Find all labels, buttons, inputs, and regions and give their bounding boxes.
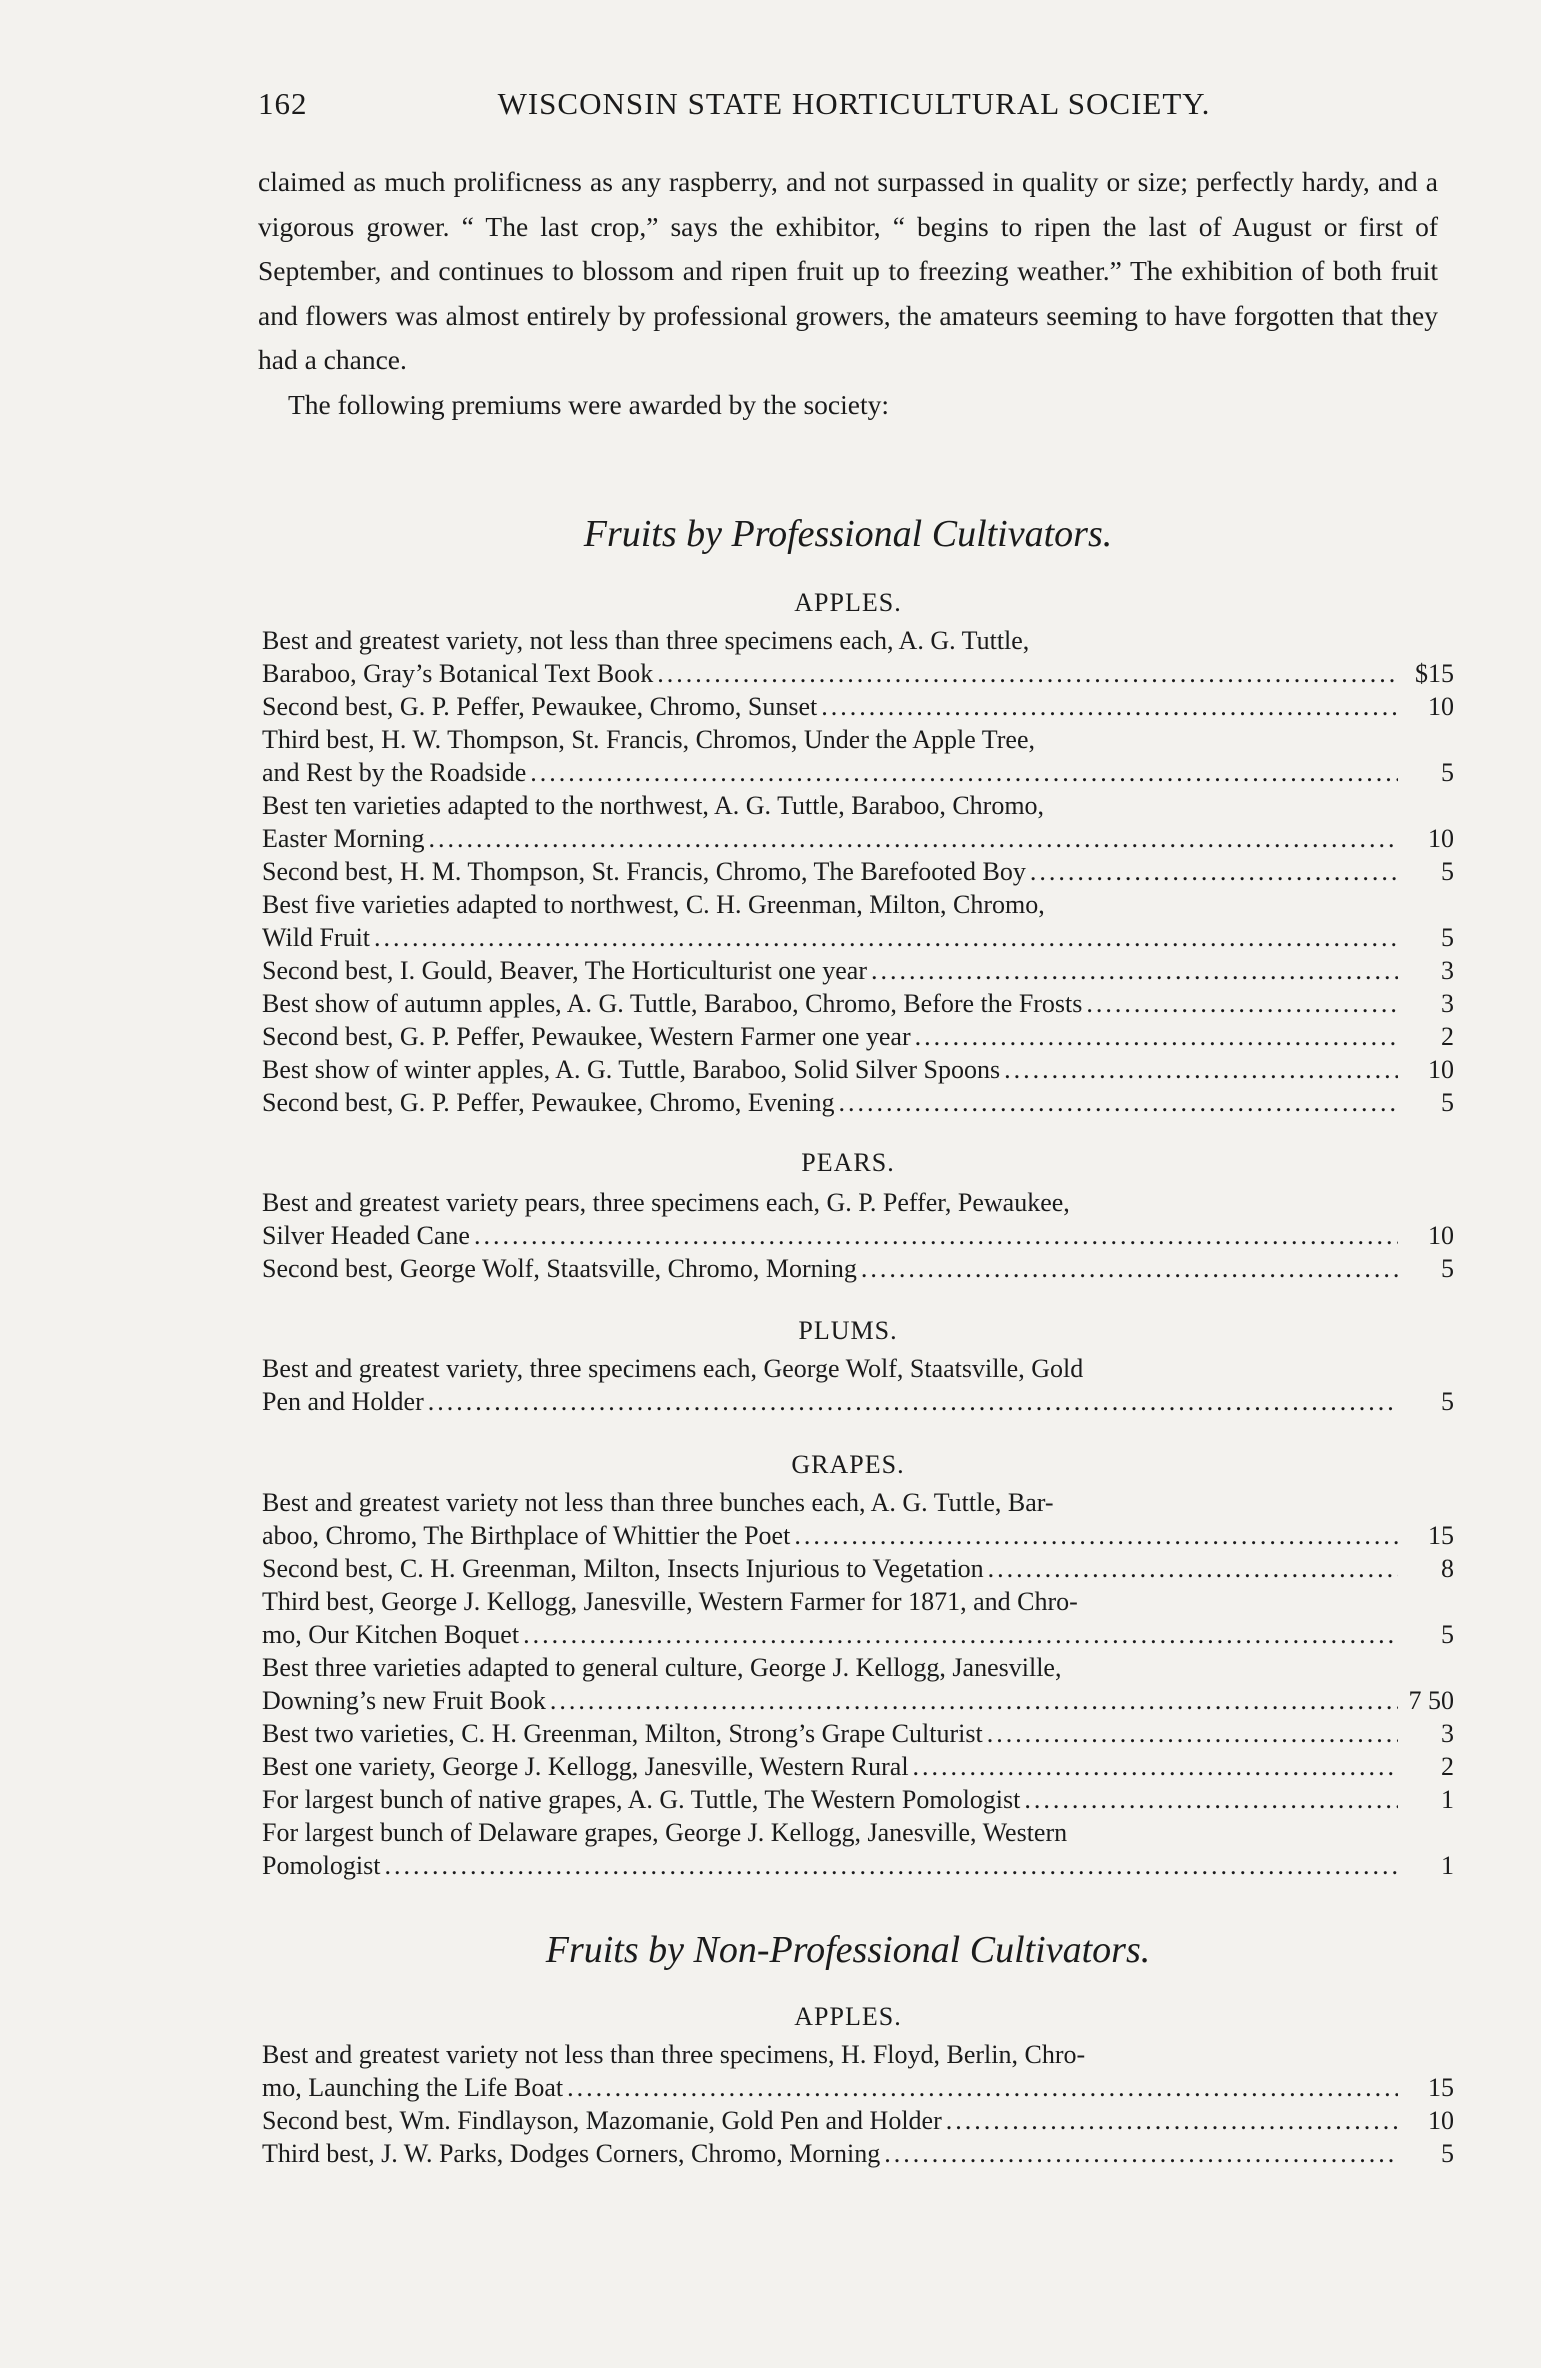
premium-amount: 1 (1441, 1785, 1454, 1814)
premium-entry (262, 1783, 1454, 1816)
premium-entry (262, 1352, 1454, 1418)
premium-amount: 15 (1428, 2073, 1454, 2102)
dot-leader (657, 657, 1398, 690)
page-number: 162 (258, 86, 308, 121)
dot-leader (839, 1086, 1398, 1119)
premium-entry-text: Best one variety, George J. Kellogg, Janesville, Western Rural (262, 1752, 909, 1781)
premium-list-apples (262, 624, 1454, 1119)
premium-entry-text: Pen and Holder (262, 1387, 424, 1416)
premium-amount: 10 (1428, 824, 1454, 853)
category-heading-plums: PLUMS. (798, 1316, 898, 1345)
premium-amount: 10 (1428, 1055, 1454, 1084)
premium-amount: 3 (1441, 1719, 1454, 1748)
dot-leader (1004, 1053, 1398, 1086)
premium-entry-text: Second best, G. P. Peffer, Pewaukee, Chromo, Evening (262, 1088, 835, 1117)
premium-entry (262, 1816, 1454, 1882)
dot-leader (987, 1717, 1398, 1750)
premium-entry-text: Best and greatest variety, not less than three specimens each, A. G. Tuttle, (262, 626, 1030, 655)
premium-entry-text: For largest bunch of Delaware grapes, George J. Kellogg, Janesville, Western (262, 1818, 1068, 1847)
premium-amount: 3 (1441, 956, 1454, 985)
premium-amount: 10 (1428, 692, 1454, 721)
premium-entry-text: Second best, Wm. Findlayson, Mazomanie, Gold Pen and Holder (262, 2106, 942, 2135)
premium-entry-text: Best ten varieties adapted to the northwest, A. G. Tuttle, Baraboo, Chromo, (262, 791, 1045, 820)
premium-entry-text: Second best, C. H. Greenman, Milton, Insects Injurious to Vegetation (262, 1554, 984, 1583)
premium-entry-text: Best three varieties adapted to general culture, George J. Kellogg, Janesville, (262, 1653, 1062, 1682)
premium-entry (262, 1651, 1454, 1717)
dot-leader (1030, 855, 1398, 888)
premium-entry-text: and Rest by the Roadside (262, 758, 527, 787)
premium-amount: 5 (1441, 1254, 1454, 1283)
premium-entry-text: For largest bunch of native grapes, A. G. Tuttle, The Western Pomologist (262, 1785, 1021, 1814)
premium-entry-text: Easter Morning (262, 824, 425, 853)
premium-entry (262, 888, 1454, 954)
dot-leader (428, 822, 1398, 855)
dot-leader (1086, 987, 1398, 1020)
premium-amount: 5 (1441, 923, 1454, 952)
premium-entry-text: Second best, G. P. Peffer, Pewaukee, Chromo, Sunset (262, 692, 818, 721)
section-title-professional: Fruits by Professional Cultivators. (583, 513, 1113, 555)
premium-amount: 2 (1441, 1022, 1454, 1051)
intro-text (258, 160, 1438, 427)
premium-entry-text: Second best, H. M. Thompson, St. Francis, Chromo, The Barefooted Boy (262, 857, 1026, 886)
premium-entry-text: Second best, I. Gould, Beaver, The Horticulturist one year (262, 956, 867, 985)
premium-entry-text: Best five varieties adapted to northwest, C. H. Greenman, Milton, Chromo, (262, 890, 1045, 919)
premium-entry (262, 987, 1454, 1020)
premium-amount: $15 (1415, 659, 1454, 688)
premium-entry-text: Second best, G. P. Peffer, Pewaukee, Western Farmer one year (262, 1022, 911, 1051)
premium-amount: 5 (1441, 1387, 1454, 1416)
premium-entry-text: Best two varieties, C. H. Greenman, Milton, Strong’s Grape Culturist (262, 1719, 983, 1748)
dot-leader (794, 1519, 1398, 1552)
premium-entry-text: Third best, H. W. Thompson, St. Francis, Chromos, Under the Apple Tree, (262, 725, 1036, 754)
premium-amount: 7 50 (1408, 1686, 1454, 1715)
premium-entry-text: Wild Fruit (262, 923, 371, 952)
premium-entry-text: Third best, J. W. Parks, Dodges Corners, Chromo, Morning (262, 2139, 881, 2168)
premium-entry (262, 2137, 1454, 2170)
dot-leader (913, 1750, 1398, 1783)
section-title-non-professional: Fruits by Non-Professional Cultivators. (545, 1929, 1151, 1971)
dot-leader (428, 1385, 1398, 1418)
intro-paragraph: claimed as much prolificness as any raspberry, and not surpassed in quality or size; perfectly hardy, and a vigorous grower. “ The last crop,” says the exhibitor, “ begins to ripen the last of August or first of September, and continues to blossom and ripen fruit up to freezing weather.” The exhibition of both fruit and flowers was almost entirely by professional growers, the amateurs seeming to have forgotten that they had a chance. (258, 166, 1438, 375)
dot-leader (374, 921, 1398, 954)
dot-leader (946, 2104, 1398, 2137)
premium-amount: 5 (1441, 857, 1454, 886)
premium-entry-text: Baraboo, Gray’s Botanical Text Book (262, 659, 654, 688)
premium-list-plums (262, 1352, 1454, 1418)
dot-leader (567, 2071, 1398, 2104)
premium-entry (262, 624, 1454, 690)
premium-entry-text: Best show of winter apples, A. G. Tuttle, Baraboo, Solid Silver Spoons (262, 1055, 1001, 1084)
category-heading-apples-non-professional: APPLES. (794, 2002, 902, 2031)
premium-list-grapes (262, 1486, 1454, 1882)
premium-entry (262, 1186, 1454, 1252)
premium-entry (262, 1486, 1454, 1552)
dot-leader (530, 756, 1398, 789)
premium-amount: 10 (1428, 2106, 1454, 2135)
premium-list-pears (262, 1186, 1454, 1285)
running-title: WISCONSIN STATE HORTICULTURAL SOCIETY. (497, 86, 1211, 121)
dot-leader (988, 1552, 1398, 1585)
intro-paragraph-premiums: The following premiums were awarded by the society: (288, 388, 889, 420)
premium-entry (262, 690, 1454, 723)
premium-entry (262, 1053, 1454, 1086)
premium-entry (262, 2038, 1454, 2104)
premium-entry-text: Silver Headed Cane (262, 1221, 470, 1250)
premium-entry-text: Best and greatest variety not less than three specimens, H. Floyd, Berlin, Chro- (262, 2040, 1086, 2069)
page-header (258, 86, 1450, 126)
premium-amount: 5 (1441, 758, 1454, 787)
premium-amount: 1 (1441, 1851, 1454, 1880)
premium-entry-text: mo, Launching the Life Boat (262, 2073, 564, 2102)
dot-leader (1024, 1783, 1398, 1816)
dot-leader (884, 2137, 1398, 2170)
premium-entry-text: Pomologist (262, 1851, 381, 1880)
premium-entry-text: mo, Our Kitchen Boquet (262, 1620, 520, 1649)
premium-entry (262, 954, 1454, 987)
premium-entry-text: Best and greatest variety, three specimens each, George Wolf, Staatsville, Gold (262, 1354, 1084, 1383)
category-heading-apples: APPLES. (794, 588, 902, 617)
premium-entry (262, 723, 1454, 789)
premium-entry (262, 1252, 1454, 1285)
premium-amount: 2 (1441, 1752, 1454, 1781)
premium-entry-text: Second best, George Wolf, Staatsville, Chromo, Morning (262, 1254, 857, 1283)
premium-amount: 10 (1428, 1221, 1454, 1250)
premium-amount: 15 (1428, 1521, 1454, 1550)
dot-leader (821, 690, 1398, 723)
premium-entry (262, 1750, 1454, 1783)
premium-entry-text: Best and greatest variety not less than three bunches each, A. G. Tuttle, Bar- (262, 1488, 1054, 1517)
premium-entry-text: Third best, George J. Kellogg, Janesville, Western Farmer for 1871, and Chro- (262, 1587, 1078, 1616)
dot-leader (861, 1252, 1398, 1285)
premium-entry (262, 1585, 1454, 1651)
premium-list-apples-non-professional (262, 2038, 1454, 2170)
premium-entry (262, 1020, 1454, 1053)
premium-entry (262, 1552, 1454, 1585)
premium-entry-text: aboo, Chromo, The Birthplace of Whittier the Poet (262, 1521, 791, 1550)
premium-entry (262, 2104, 1454, 2137)
premium-entry (262, 855, 1454, 888)
premium-amount: 5 (1441, 1620, 1454, 1649)
premium-amount: 3 (1441, 989, 1454, 1018)
premium-entry (262, 1717, 1454, 1750)
premium-entry-text: Downing’s new Fruit Book (262, 1686, 546, 1715)
premium-entry (262, 1086, 1454, 1119)
dot-leader (474, 1219, 1398, 1252)
category-heading-pears: PEARS. (801, 1148, 895, 1177)
category-heading-grapes: GRAPES. (791, 1450, 905, 1479)
premium-amount: 5 (1441, 2139, 1454, 2168)
premium-entry-text: Best show of autumn apples, A. G. Tuttle, Baraboo, Chromo, Before the Frosts (262, 989, 1083, 1018)
premium-entry (262, 789, 1454, 855)
dot-leader (915, 1020, 1398, 1053)
dot-leader (550, 1684, 1398, 1717)
premium-amount: 8 (1441, 1554, 1454, 1583)
dot-leader (523, 1618, 1398, 1651)
premium-entry-text: Best and greatest variety pears, three specimens each, G. P. Peffer, Pewaukee, (262, 1188, 1070, 1217)
dot-leader (384, 1849, 1398, 1882)
premium-amount: 5 (1441, 1088, 1454, 1117)
dot-leader (871, 954, 1398, 987)
